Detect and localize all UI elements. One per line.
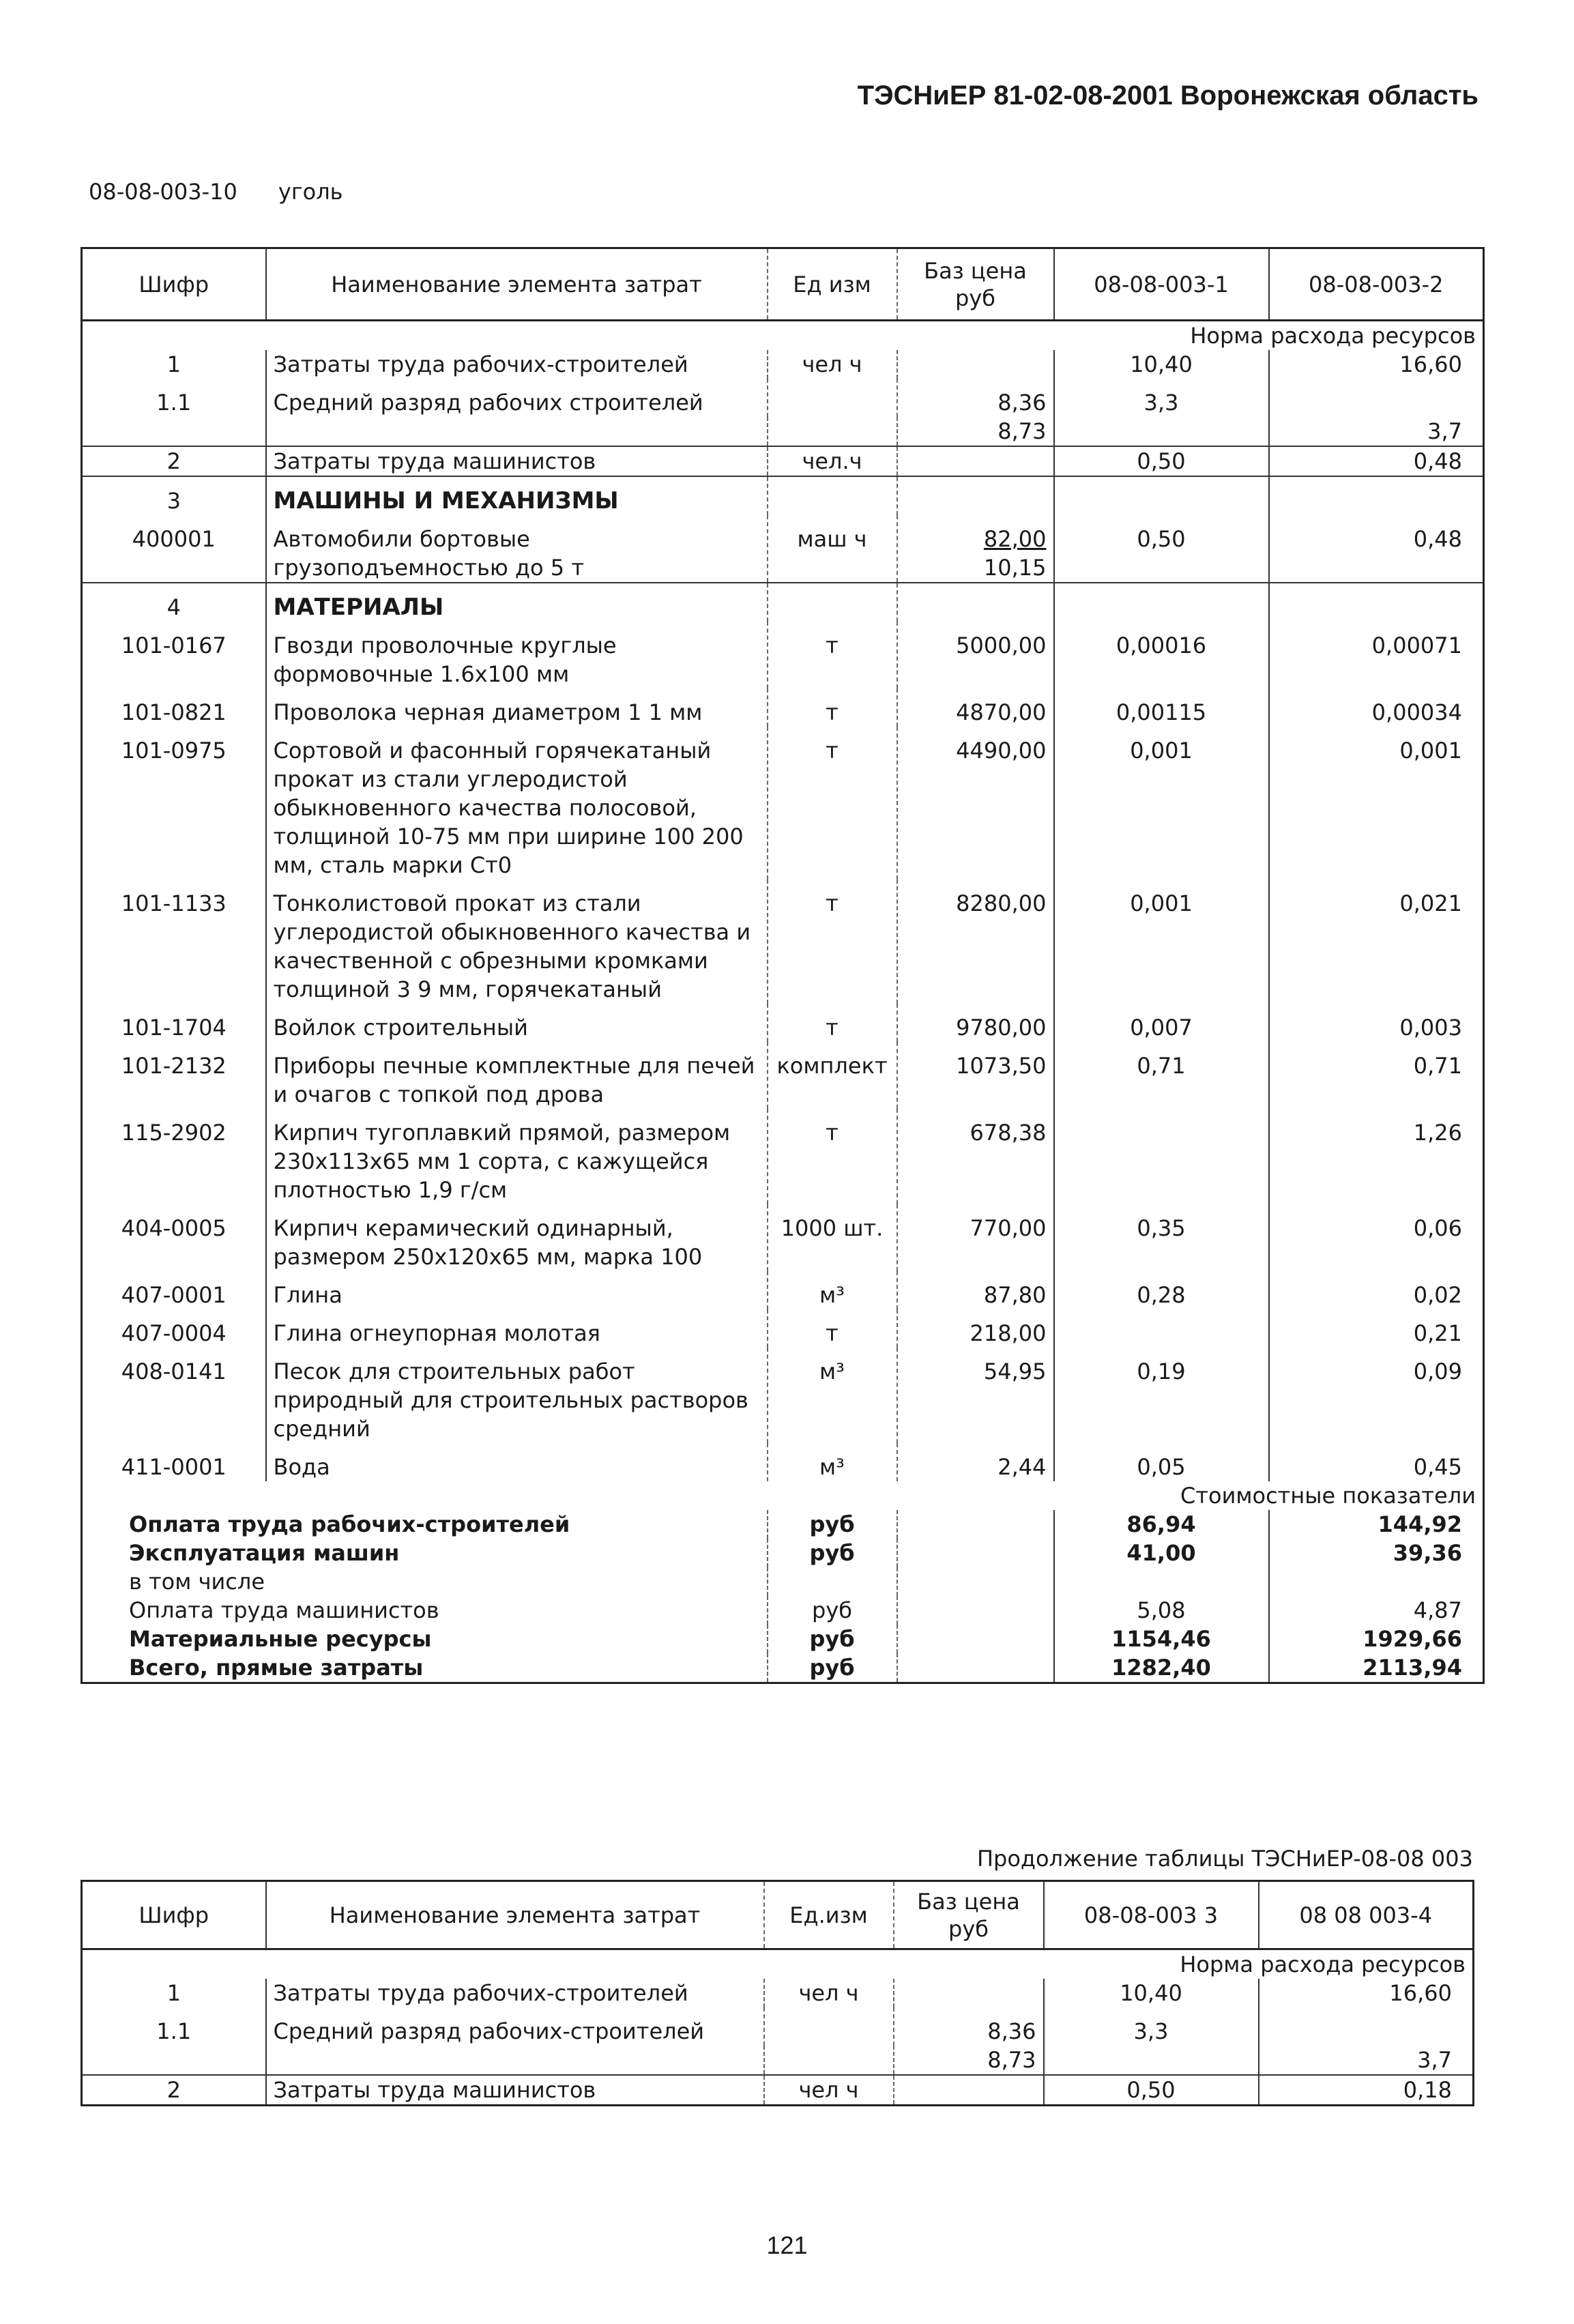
row-price (894, 1979, 1044, 2007)
totals-price-empty (897, 1539, 1054, 1567)
row-unit: комплект (768, 1042, 897, 1109)
totals-price-empty (897, 1653, 1054, 1683)
col-header-unit: Ед изм (768, 248, 897, 321)
table-row (82, 1109, 1484, 1204)
section-code: 08-08-003-10 (89, 179, 237, 205)
row-unit: чел ч (768, 350, 897, 379)
totals-row (82, 1539, 1484, 1567)
row-price: 4490,00 (897, 727, 1054, 880)
row-code: 101-2132 (121, 1053, 227, 1079)
col-header-variant-3: 08-08-003 3 (1044, 1881, 1259, 1949)
row-value-variant-1: 0,35 (1054, 1204, 1269, 1271)
row-name: Автомобили бортовые грузоподъемностью до 5 т (266, 515, 768, 583)
row-unit (764, 2007, 894, 2046)
row-unit: чел.ч (768, 446, 897, 476)
row-code: 411-0001 (121, 1454, 227, 1480)
resource-table-2 (81, 1880, 1474, 2106)
totals-price-empty (897, 1625, 1054, 1653)
row-value-variant-1: 0,50 (1054, 515, 1269, 583)
row-value-variant-1 (1044, 2046, 1259, 2075)
totals-row (82, 1625, 1484, 1653)
row-price: 54,95 (897, 1348, 1054, 1443)
row-code (82, 417, 266, 446)
row-price (897, 446, 1054, 476)
row-value-variant-2: 0,00071 (1269, 622, 1484, 688)
norms-band: Норма расхода ресурсов (1190, 323, 1476, 349)
row-unit (768, 476, 897, 515)
row-value-variant-2 (1269, 476, 1484, 515)
totals-value-variant-2: 2113,94 (1269, 1653, 1484, 1683)
row-unit (768, 583, 897, 622)
totals-label: Всего, прямые затраты (129, 1655, 424, 1681)
row-unit: м³ (768, 1348, 897, 1443)
row-value-variant-2: 16,60 (1269, 350, 1484, 379)
row-value-variant-1: 0,001 (1054, 880, 1269, 1004)
row-value-variant-2: 0,06 (1269, 1204, 1484, 1271)
table-row (82, 417, 1484, 446)
row-value-variant-2: 0,021 (1269, 880, 1484, 1004)
row-value-variant-1: 0,00016 (1054, 622, 1269, 688)
row-code: 101-0167 (121, 633, 227, 658)
totals-price-empty (897, 1510, 1054, 1539)
totals-unit: руб (768, 1539, 897, 1567)
row-code: 115-2902 (121, 1120, 227, 1146)
row-unit: т (768, 1004, 897, 1042)
totals-value-variant-2: 4,87 (1269, 1596, 1484, 1625)
row-value-variant-1: 3,3 (1054, 379, 1269, 417)
table-row (82, 1271, 1484, 1309)
table-row (82, 446, 1484, 476)
row-value-variant-1 (1054, 1309, 1269, 1348)
row-code: 101-0975 (121, 738, 227, 764)
table-row (82, 1309, 1484, 1348)
totals-value-variant-1: 5,08 (1054, 1596, 1269, 1625)
row-price (897, 515, 1054, 583)
totals-price-empty (897, 1596, 1054, 1625)
row-value-variant-1 (1054, 583, 1269, 622)
totals-label: Оплата труда машинистов (129, 1597, 439, 1623)
table-1-body (82, 321, 1484, 1683)
row-unit: т (768, 1309, 897, 1348)
row-code: 101-1133 (121, 890, 227, 916)
row-value-variant-1 (1054, 417, 1269, 446)
row-value-variant-2: 16,60 (1259, 1979, 1474, 2007)
row-value-variant-1: 0,50 (1054, 446, 1269, 476)
row-unit: чел ч (764, 1979, 894, 2007)
row-name: Затраты труда рабочих-строителей (266, 350, 768, 379)
row-price: 770,00 (897, 1204, 1054, 1271)
row-value-variant-2: 0,45 (1269, 1443, 1484, 1481)
row-price (897, 583, 1054, 622)
row-price (894, 2075, 1044, 2106)
totals-value-variant-2: 1929,66 (1269, 1625, 1484, 1653)
row-unit: т (768, 727, 897, 880)
table-row (82, 880, 1484, 1004)
totals-label: Оплата труда рабочих-строителей (129, 1511, 570, 1537)
totals-value-variant-1: 1154,46 (1054, 1625, 1269, 1653)
totals-label: в том числе (129, 1569, 265, 1595)
row-name: Проволока черная диаметром 1 1 мм (266, 688, 768, 727)
row-value-variant-2: 0,09 (1269, 1348, 1484, 1443)
row-unit: т (768, 880, 897, 1004)
row-value-variant-2 (1259, 2007, 1474, 2046)
totals-unit: руб (768, 1653, 897, 1683)
col-header-variant-4: 08 08 003-4 (1259, 1881, 1474, 1949)
row-unit (764, 2046, 894, 2075)
row-value-variant-2 (1269, 583, 1484, 622)
row-unit: 1000 шт. (768, 1204, 897, 1271)
row-value-variant-2: 0,18 (1259, 2075, 1474, 2106)
totals-price-empty (897, 1567, 1054, 1596)
row-name: Гвозди проволочные круглые формовочные 1.6x100 мм (266, 622, 768, 688)
row-value-variant-1 (1054, 1109, 1269, 1204)
col-header-unit: Ед.изм (764, 1881, 894, 1949)
row-value-variant-1: 0,05 (1054, 1443, 1269, 1481)
row-name: Песок для строительных работ природный для строительных растворов средний (266, 1348, 768, 1443)
row-price: 1073,50 (897, 1042, 1054, 1109)
totals-label: Эксплуатация машин (129, 1540, 400, 1566)
row-value-variant-2: 0,02 (1269, 1271, 1484, 1309)
totals-value-variant-1 (1054, 1567, 1269, 1596)
table-row (82, 1979, 1474, 2007)
row-unit: т (768, 622, 897, 688)
totals-unit: руб (768, 1625, 897, 1653)
row-name (266, 2046, 764, 2075)
row-code: 2 (82, 446, 266, 476)
resource-table-1 (81, 247, 1485, 1684)
row-price: 5000,00 (897, 622, 1054, 688)
table-row (82, 476, 1484, 515)
row-code: 1.1 (156, 390, 192, 416)
section-title (89, 179, 343, 205)
norms-band: Норма расхода ресурсов (1180, 1951, 1466, 1977)
table-row (82, 515, 1484, 583)
row-code: 408-0141 (121, 1359, 227, 1384)
row-value-variant-2: 0,48 (1269, 515, 1484, 583)
totals-label: Материальные ресурсы (129, 1626, 432, 1652)
row-value-variant-2: 3,7 (1269, 417, 1484, 446)
table-row (82, 2046, 1474, 2075)
row-code: 101-1704 (121, 1015, 227, 1041)
row-value-variant-2: 0,71 (1269, 1042, 1484, 1109)
row-value-variant-2 (1269, 379, 1484, 417)
table-row (82, 2075, 1474, 2106)
col-header-price: Баз цена руб (894, 1881, 1044, 1949)
table-row (82, 727, 1484, 880)
row-code: 1 (166, 351, 181, 377)
row-name: Глина огнеупорная молотая (266, 1309, 768, 1348)
row-unit: чел ч (764, 2075, 894, 2106)
row-value-variant-1 (1054, 476, 1269, 515)
totals-unit: руб (768, 1510, 897, 1539)
col-header-name: Наименование элемента затрат (266, 1881, 764, 1949)
row-code: 4 (166, 594, 181, 620)
row-value-variant-2: 0,21 (1269, 1309, 1484, 1348)
row-price: 8,73 (894, 2046, 1044, 2075)
col-header-code: Шифр (82, 1881, 266, 1949)
row-name: Кирпич тугоплавкий прямой, размером 230x113x65 мм 1 сорта, с кажущейся плотностью 1,9 г/см (266, 1109, 768, 1204)
totals-value-variant-2: 144,92 (1269, 1510, 1484, 1539)
row-unit (768, 379, 897, 417)
row-code: 404-0005 (121, 1215, 227, 1241)
totals-unit: руб (768, 1596, 897, 1625)
row-name: Приборы печные комплектные для печей и очагов с топкой под дрова (266, 1042, 768, 1109)
row-price: 87,80 (897, 1271, 1054, 1309)
row-code: 101-0821 (121, 699, 227, 725)
row-code: 1 (166, 1980, 181, 2006)
col-header-variant-2: 08-08-003-2 (1269, 248, 1484, 321)
row-value-variant-2: 0,001 (1269, 727, 1484, 880)
row-name: Тонколистовой прокат из стали углеродистой обыкновенного качества и качественной с обрезными кромками толщиной 3 9 мм, горячекатаный (266, 880, 768, 1004)
row-price: 4870,00 (897, 688, 1054, 727)
row-code: 3 (166, 488, 181, 514)
row-code: 1.1 (156, 2018, 192, 2044)
table-row (82, 1443, 1484, 1481)
col-header-code: Шифр (82, 248, 266, 321)
row-value-variant-1: 0,71 (1054, 1042, 1269, 1109)
row-price-operator-wage: 10,15 (983, 555, 1047, 581)
row-code: 407-0004 (121, 1320, 227, 1346)
totals-value-variant-2 (1269, 1567, 1484, 1596)
row-name (266, 417, 768, 446)
page-number: 121 (766, 2231, 808, 2259)
row-value-variant-2: 0,00034 (1269, 688, 1484, 727)
row-value-variant-1: 0,19 (1054, 1348, 1269, 1443)
row-unit: м³ (768, 1271, 897, 1309)
row-value-variant-1: 0,00115 (1054, 688, 1269, 727)
table-row (82, 1204, 1484, 1271)
row-value-variant-2: 1,26 (1269, 1109, 1484, 1204)
totals-value-variant-2: 39,36 (1269, 1539, 1484, 1567)
row-name: Средний разряд рабочих-строителей (266, 2007, 764, 2046)
table-row (82, 1004, 1484, 1042)
table-row (82, 622, 1484, 688)
row-code (82, 2046, 266, 2075)
row-price: 8,36 (897, 379, 1054, 417)
table-row (82, 583, 1484, 622)
row-name: Глина (266, 1271, 768, 1309)
table-row (82, 1042, 1484, 1109)
row-price: 8,73 (897, 417, 1054, 446)
row-price (897, 476, 1054, 515)
totals-row (82, 1596, 1484, 1625)
col-header-variant-1: 08-08-003-1 (1054, 248, 1269, 321)
totals-row (82, 1510, 1484, 1539)
row-value-variant-2: 3,7 (1259, 2046, 1474, 2075)
row-code: 407-0001 (121, 1282, 227, 1308)
row-name: Вода (266, 1443, 768, 1481)
row-code: 2 (166, 2077, 181, 2103)
totals-value-variant-1: 86,94 (1054, 1510, 1269, 1539)
row-name: Затраты труда рабочих-строителей (266, 1979, 764, 2007)
totals-value-variant-1: 41,00 (1054, 1539, 1269, 1567)
row-name: Сортовой и фасонный горячекатаный прокат из стали углеродистой обыкновенного качества полосовой, толщиной 10-75 мм при ширине 100 200 мм, сталь марки Ст0 (266, 727, 768, 880)
costs-band: Стоимостные показатели (1180, 1483, 1476, 1509)
table-row (82, 1348, 1484, 1443)
row-price: 82,00 (983, 526, 1047, 552)
totals-value-variant-1: 1282,40 (1054, 1653, 1269, 1683)
table-row (82, 379, 1484, 417)
row-price: 8280,00 (897, 880, 1054, 1004)
row-value-variant-1: 10,40 (1054, 350, 1269, 379)
row-unit (768, 417, 897, 446)
row-value-variant-2: 0,003 (1269, 1004, 1484, 1042)
table-row (82, 2007, 1474, 2046)
table-row (82, 688, 1484, 727)
row-value-variant-1: 0,001 (1054, 727, 1269, 880)
row-name: Затраты труда машинистов (266, 446, 768, 476)
row-price: 218,00 (897, 1309, 1054, 1348)
row-name: Войлок строительный (266, 1004, 768, 1042)
totals-row (82, 1567, 1484, 1596)
totals-row (82, 1653, 1484, 1683)
row-unit: т (768, 688, 897, 727)
row-value-variant-1: 0,28 (1054, 1271, 1269, 1309)
row-price: 9780,00 (897, 1004, 1054, 1042)
document-header: ТЭСНиЕР 81-02-08-2001 Воронежская область (857, 81, 1478, 111)
row-value-variant-2: 0,48 (1269, 446, 1484, 476)
row-name: Кирпич керамический одинарный, размером 250x120x65 мм, марка 100 (266, 1204, 768, 1271)
row-unit: т (768, 1109, 897, 1204)
row-value-variant-1: 0,50 (1044, 2075, 1259, 2106)
row-name: МАШИНЫ И МЕХАНИЗМЫ (266, 476, 768, 515)
row-name: МАТЕРИАЛЫ (266, 583, 768, 622)
row-value-variant-1: 10,40 (1044, 1979, 1259, 2007)
row-price: 8,36 (894, 2007, 1044, 2046)
col-header-name: Наименование элемента затрат (266, 248, 768, 321)
col-header-price: Баз цена руб (897, 248, 1054, 321)
row-price: 678,38 (897, 1109, 1054, 1204)
row-unit: м³ (768, 1443, 897, 1481)
row-name: Затраты труда машинистов (266, 2075, 764, 2106)
section-name: уголь (278, 179, 343, 205)
row-code: 400001 (82, 515, 266, 583)
continuation-note: Продолжение таблицы ТЭСНиЕР-08-08 003 (976, 1846, 1473, 1872)
row-unit: маш ч (768, 515, 897, 583)
row-name: Средний разряд рабочих строителей (266, 379, 768, 417)
row-value-variant-1: 3,3 (1044, 2007, 1259, 2046)
totals-unit (768, 1567, 897, 1596)
table-row (82, 350, 1484, 379)
row-price (897, 350, 1054, 379)
row-value-variant-1: 0,007 (1054, 1004, 1269, 1042)
row-price: 2,44 (897, 1443, 1054, 1481)
table-2-body (82, 1949, 1474, 2106)
